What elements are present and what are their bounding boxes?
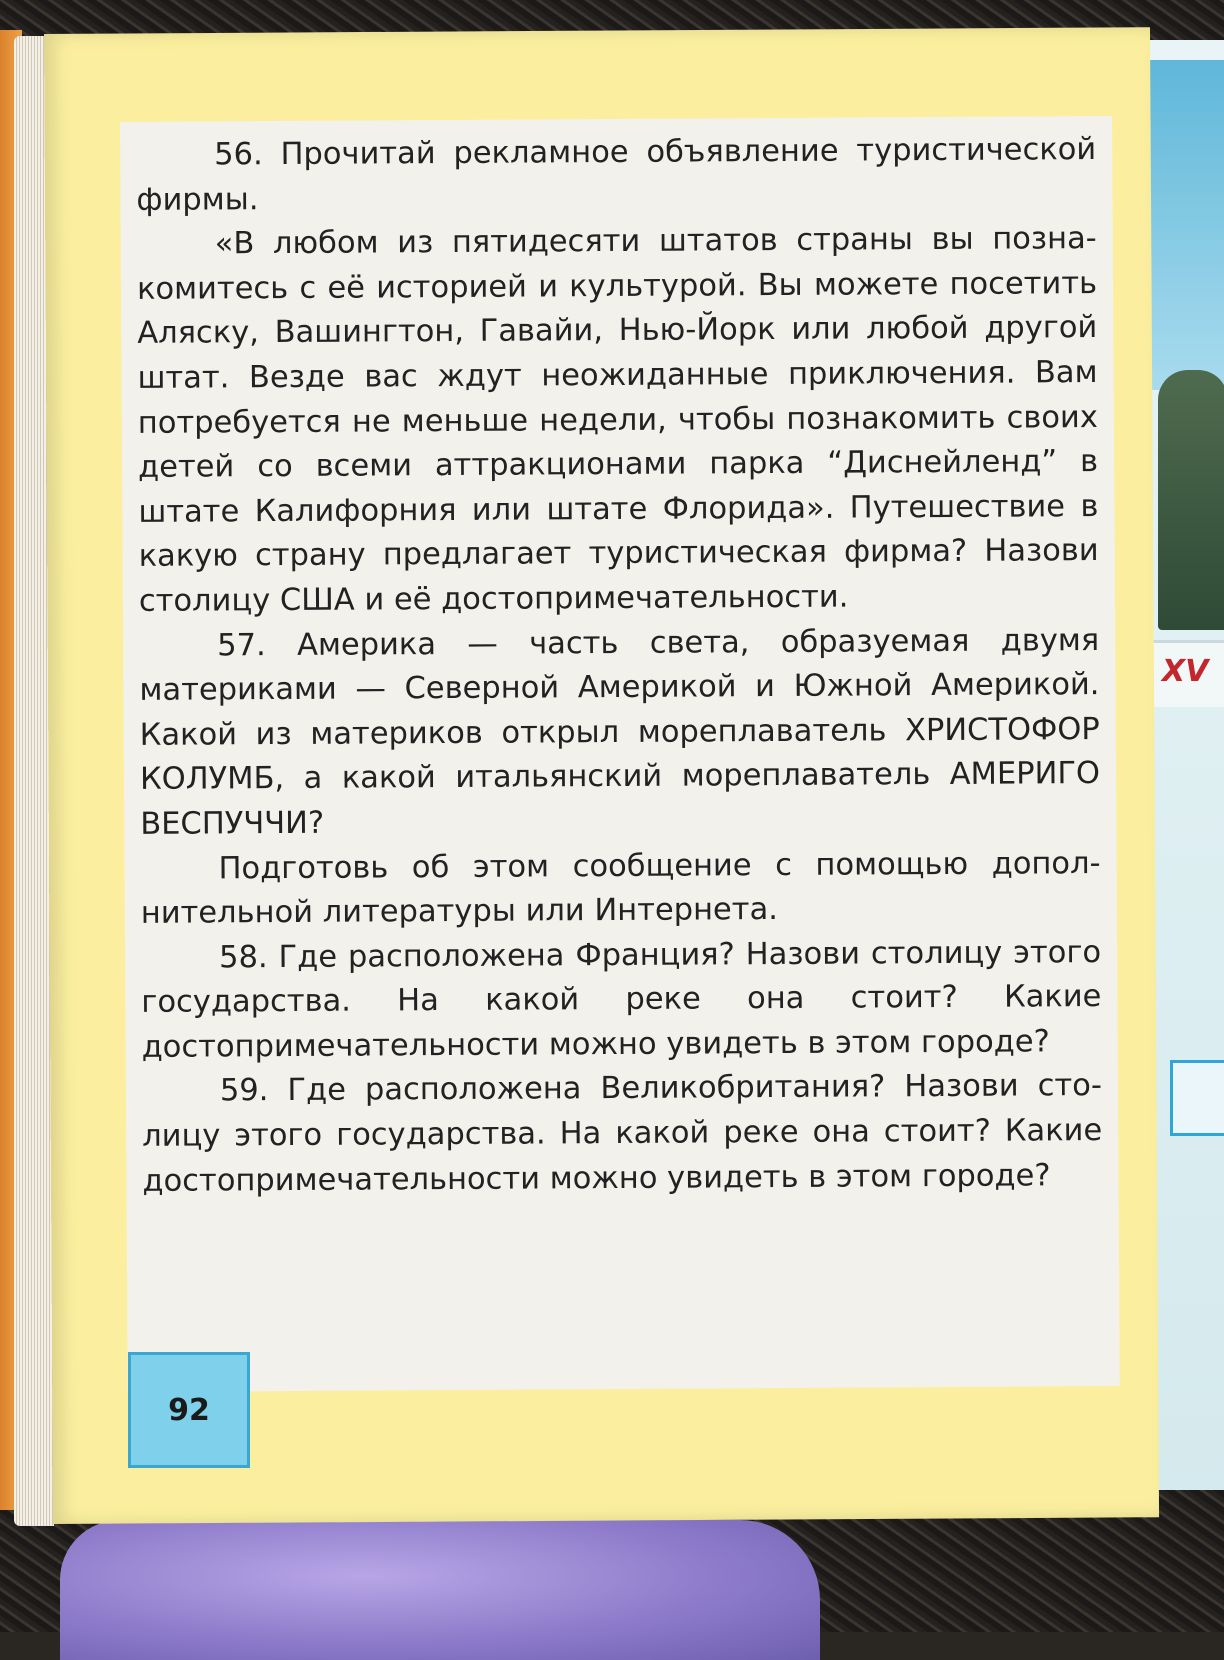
page-text [136, 128, 1103, 1204]
task-57-assignment: Подготовь об этом сообщение с помощью дополнительной литературы или Интернета. [140, 845, 1101, 931]
task-58-text: 58. Где расположена Франция? Назови столицу этого государства. На какой реке она стоит? Какие достопримечательности можно увидеть в этом городе? [141, 934, 1102, 1065]
task-56-ad-text: «В любом из пятидесяти штатов страны вы познакомитесь с её историей и культурой. Вы можете посетить Аляску, Вашингтон, Гавайи, Нью-Йорк или любой другой штат. Везде вас ждут неожиданные приключения. Вам потребуется не меньше недели, чтобы познакомить своих детей со всеми аттракционами парка “Диснейленд” в штате Калифорния или штате Флорида». Путешествие в какую страну предлагает туристическая фирма? Назови столицу США и её достопримечательности. [136, 221, 1099, 619]
monument-illustration [1158, 370, 1224, 630]
page-number: 92 [168, 1392, 210, 1428]
page-number-box [128, 1352, 250, 1468]
text-panel [120, 116, 1120, 1392]
purple-cloth [60, 1520, 820, 1660]
task-59-text: 59. Где расположена Великобритания? Назови столицу этого государства. На какой реке она стоит? Какие достопримечательности можно увидеть в этом городе? [142, 1068, 1103, 1199]
facing-page-sky-illustration [1150, 60, 1224, 390]
facing-page-frame [1170, 1060, 1224, 1136]
task-56-heading: 56. Прочитай рекламное объявление туристической фирмы. [136, 132, 1097, 218]
task-57-text: 57. Америка — часть света, образуемая двумя материками — Северной Америкой и Южной Америкой. Какой из материков открыл мореплаватель ХРИСТОФОР КОЛУМБ, а какой итальянский мореплаватель АМЕРИГО ВЕСПУЧЧИ? [139, 622, 1101, 842]
chapter-roman-numeral: XV [1162, 654, 1209, 689]
